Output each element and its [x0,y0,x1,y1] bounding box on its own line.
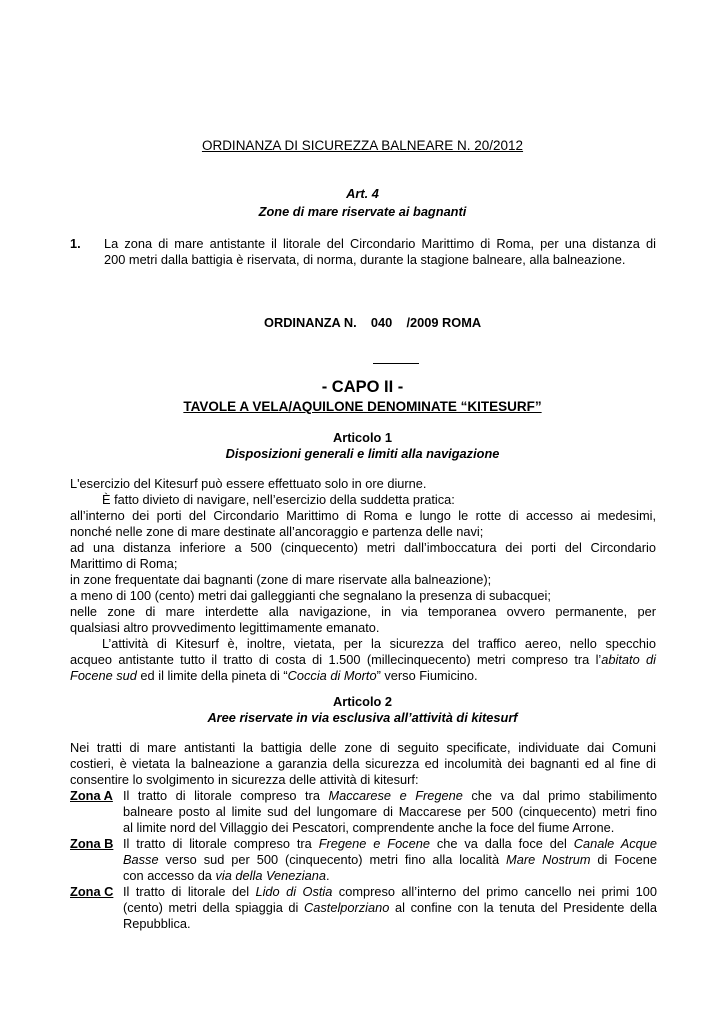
body-line: È fatto divieto di navigare, nell’esercizio della suddetta pratica: [102,492,455,507]
text-run-italic: via della Veneziana [215,868,326,883]
zone-line [123,788,657,804]
zone-line [123,900,657,916]
body-line: all’interno dei porti del Circondario Marittimo di Roma e lungo le rotte di accesso ai medesimi, [70,508,656,523]
zone-line: al limite nord del Villaggio dei Pescatori, comprendente anche la foce del fiume Arrone. [123,820,615,835]
body-line: qualsiasi altro provvedimento legittimamente emanato. [70,620,380,635]
body-line: consentire lo svolgimento in sicurezza delle attività di kitesurf: [70,772,419,787]
articolo2-heading: Articolo 2 [332,694,393,709]
art4-subheading: Zone di mare riservate ai bagnanti [258,204,467,219]
text-run-italic: Maccarese e Fregene [328,788,463,803]
text-run: compreso all’interno del primo cancello nei primi 100 [332,884,657,899]
text-run: (cento) metri della spiaggia di [123,900,305,915]
articolo2-intro [70,740,656,788]
text-run: Il tratto di litorale compreso tra [123,788,329,803]
body-line: costieri, è vietata la balneazione a garanzia della sicurezza ed incolumità dei bagnanti ed al fine di [70,756,656,771]
text-run: Il tratto di litorale del [123,884,256,899]
text-run: con accesso da [123,868,216,883]
text-run: al confine con la tenuta del Presidente della [389,900,657,915]
text-run: verso sud per 500 (cinquecento) metri fino alla località [158,852,507,867]
articolo1-heading: Articolo 1 [332,430,393,445]
art4-heading [0,186,725,202]
text-run: ed il limite della pineta di “ [136,668,288,683]
text-run: . [326,868,330,883]
text-run: che va dalla foce del [429,836,574,851]
text-run-italic: Coccia di Morto [287,668,377,683]
text-run-italic: Basse [123,852,159,867]
zone-line [123,884,657,900]
art4-item-text [104,236,656,268]
zone-a-label: Zona A [70,788,113,803]
art4-item-line: La zona di mare antistante il litorale del Circondario Marittimo di Roma, per una distanza di [104,236,656,251]
body-line: a meno di 100 (cento) metri dai galleggianti che segnalano la presenza di subacquei; [70,588,551,603]
text-run-italic: Fregene e Focene [318,836,430,851]
body-line: L’attività di Kitesurf è, inoltre, vietata, per la sicurezza del traffico aereo, nello specchio [102,636,656,651]
text-run: di Focene [590,852,658,867]
body-line: Marittimo di Roma; [70,556,178,571]
art4-item-line: 200 metri dalla battigia è riservata, di norma, durante la stagione balneare, alla balneazione. [104,252,626,267]
text-run-italic: Castelporziano [304,900,390,915]
text-run: Il tratto di litorale compreso tra [123,836,319,851]
zone-c-text [123,884,657,932]
ordinanza-title: ORDINANZA N. 040 /2009 ROMA [264,315,482,330]
body-line: Nei tratti di mare antistanti la battigia delle zone di seguito specificate, individuate dai Comuni [70,740,656,755]
body-line: ad una distanza inferiore a 500 (cinquecento) metri dall’imboccatura dei porti del Circondario [70,540,656,555]
body-line: L'esercizio del Kitesurf può essere effettuato solo in ore diurne. [70,476,427,491]
separator-line [373,363,419,364]
text-run: ” verso Fiumicino. [376,668,478,683]
capo-title: - CAPO II - [321,378,404,396]
text-run: acqueo antistante tutto il tratto di costa di 1.500 (millecinquecento) metri compreso tra l’ [70,652,602,667]
text-run-italic: Canale Acque [573,836,657,851]
articolo2-subheading: Aree riservate in via esclusiva all’attività di kitesurf [207,710,518,725]
body-line: nelle zone di mare interdette alla navigazione, in via temporanea ovvero permanente, per [70,604,656,619]
zone-line [123,852,657,868]
text-run-italic: Mare Nostrum [506,852,591,867]
zone-line: balneare posto al limite sud del lungomare di Maccarese per 500 (cinquecento) metri fino [123,804,657,819]
zone-b-label: Zona B [70,836,114,851]
zone-a-text [123,788,657,836]
zone-b-text [123,836,657,884]
zone-line [123,836,657,852]
articolo1-subheading: Disposizioni generali e limiti alla navigazione [225,446,500,461]
text-run: che va dal primo stabilimento [462,788,657,803]
body-line: nonché nelle zone di mare destinate all’ancoraggio e partenza delle navi; [70,524,484,539]
text-run-italic: Lido di Ostia [255,884,333,899]
body-line [70,668,656,684]
text-run-italic: abitato di [601,652,657,667]
capo-subtitle: TAVOLE A VELA/AQUILONE DENOMINATE “KITESURF” [183,399,542,414]
text-run-italic: Focene sud [70,668,137,683]
body-line [70,652,656,668]
zone-line [123,868,657,884]
articolo1-body [70,476,656,684]
art4-item-number: 1. [70,236,81,251]
document-title: ORDINANZA DI SICUREZZA BALNEARE N. 20/2012 [201,138,524,153]
art4-heading-text: Art. 4 [346,186,379,201]
zone-c-label: Zona C [70,884,114,899]
zone-line: Repubblica. [123,916,191,931]
body-line: in zone frequentate dai bagnanti (zone di mare riservate alla balneazione); [70,572,492,587]
